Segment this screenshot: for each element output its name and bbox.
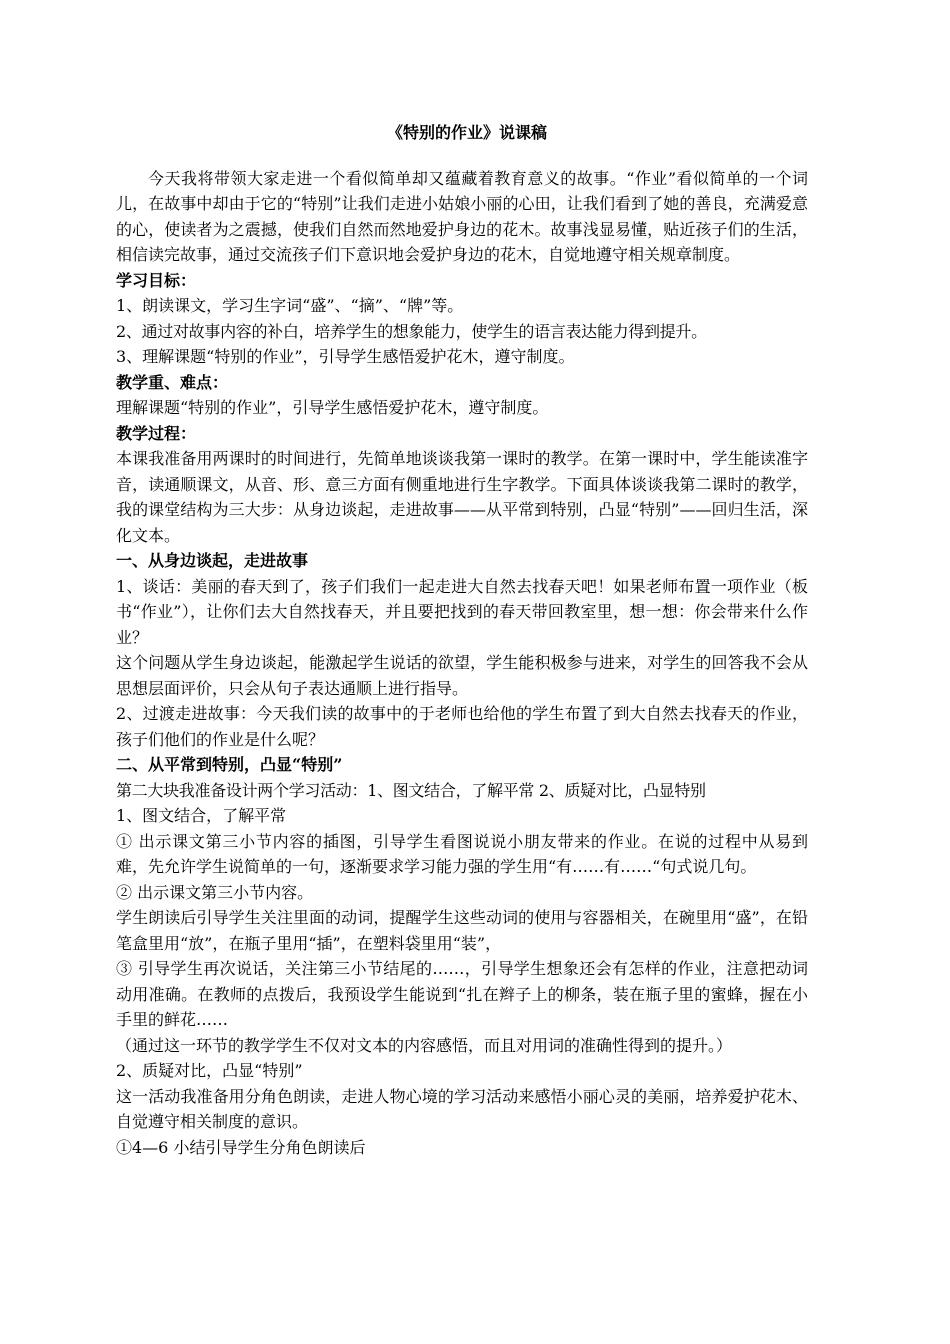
goal-item: 1、朗读课文，学习生字词“盛”、“摘”、“牌”等。 bbox=[116, 296, 464, 315]
section1-paragraph: 1、谈话：美丽的春天到了，孩子们我们一起走进大自然去找春天吧！如果老师布置一项作业（板书“作业”），让你们去大自然找春天，并且要把找到的春天带回教室里，想一想：你会带来什么作业？ bbox=[116, 576, 808, 647]
section2-paragraph: 学生朗读后引导学生关注里面的动词，提醒学生这些动词的使用与容器相关，在碗里用“盛”，在铅笔盒里用“放”，在瓶子里用“插”，在塑料袋里用“装”， bbox=[116, 908, 808, 953]
section2-paragraph: 第二大块我准备设计两个学习活动：1、图文结合，了解平常 2、质疑对比，凸显特别 bbox=[116, 780, 706, 800]
section1-heading: 一、从身边谈起，走进故事 bbox=[116, 551, 309, 570]
process-heading: 教学过程： bbox=[116, 423, 197, 443]
section2-paragraph: ①4—6 小结引导学生分角色朗读后 bbox=[116, 1137, 366, 1157]
section2-paragraph: 这一活动我准备用分角色朗读，走进人物心境的学习活动来感悟小丽心灵的美丽，培养爱护花木、自觉遵守相关制度的意识。 bbox=[116, 1086, 808, 1131]
process-paragraph: 本课我准备用两课时的时间进行，先简单地谈谈我第一课时的教学。在第一课时中，学生能读准字音，读通顺课文，从音、形、意三方面有侧重地进行生字教学。下面具体谈谈我第二课时的教学，我的课堂结构为三大步：从身边谈起，走进故事——从平常到特别，凸显“特别”——回归生活，深化文本。 bbox=[116, 449, 808, 545]
section2-paragraph: ② 出示课文第三小节内容。 bbox=[116, 882, 314, 902]
section2-paragraph: （通过这一环节的教学学生不仅对文本的内容感悟，而且对用词的准确性得到的提升。） bbox=[116, 1035, 733, 1055]
section2-paragraph: ③ 引导学生再次说话，关注第三小节结尾的……，引导学生想象还会有怎样的作业，注意把动词动用准确。在教师的点拨后，我预设学生能说到“扎在辫子上的柳条，装在瓶子里的蜜蜂，握在小手里的鲜花…… bbox=[116, 959, 808, 1029]
document-page bbox=[116, 120, 808, 1160]
intro-paragraph: 今天我将带领大家走进一个看似简单却又蕴藏着教育意义的故事。“作业”看似简单的一个词儿，在故事中却由于它的“特别”让我们走进小姑娘小丽的心田，让我们看到了她的善良，充满爱意的心，使读者为之震撼，使我们自然而然地爱护身边的花木。故事浅显易懂，贴近孩子们的生活，相信读完故事，通过交流孩子们下意识地会爱护身边的花木，自觉地遵守相关规章制度。 bbox=[116, 168, 808, 264]
section2-paragraph: 2、质疑对比，凸显“特别” bbox=[116, 1061, 303, 1080]
document-title: 《特别的作业》说课稿 bbox=[386, 123, 547, 142]
section2-paragraph: 1、图文结合，了解平常 bbox=[116, 806, 287, 825]
section2-heading: 二、从平常到特别，凸显“特别” bbox=[116, 755, 343, 774]
section1-paragraph: 2、过渡走进故事：今天我们读的故事中的于老师也给他的学生布置了到大自然去找春天的作业，孩子们他们的作业是什么呢？ bbox=[116, 704, 808, 749]
goals-heading: 学习目标： bbox=[116, 270, 197, 290]
key-points-text: 理解课题“特别的作业”，引导学生感悟爱护花木，遵守制度。 bbox=[116, 398, 549, 417]
key-points-heading: 教学重、难点： bbox=[116, 372, 229, 392]
goal-item: 2、通过对故事内容的补白，培养学生的想象能力，使学生的语言表达能力得到提升。 bbox=[116, 321, 707, 341]
goal-item: 3、理解课题“特别的作业”，引导学生感悟爱护花木，遵守制度。 bbox=[116, 347, 575, 366]
section1-paragraph: 这个问题从学生身边谈起，能激起学生说话的欲望，学生能积极参与进来，对学生的回答我不会从思想层面评价，只会从句子表达通顺上进行指导。 bbox=[116, 653, 808, 698]
section2-paragraph: ① 出示课文第三小节内容的插图，引导学生看图说说小朋友带来的作业。在说的过程中从易到难，先允许学生说简单的一句，逐渐要求学习能力强的学生用“有……有……“句式说几句。 bbox=[116, 831, 808, 876]
